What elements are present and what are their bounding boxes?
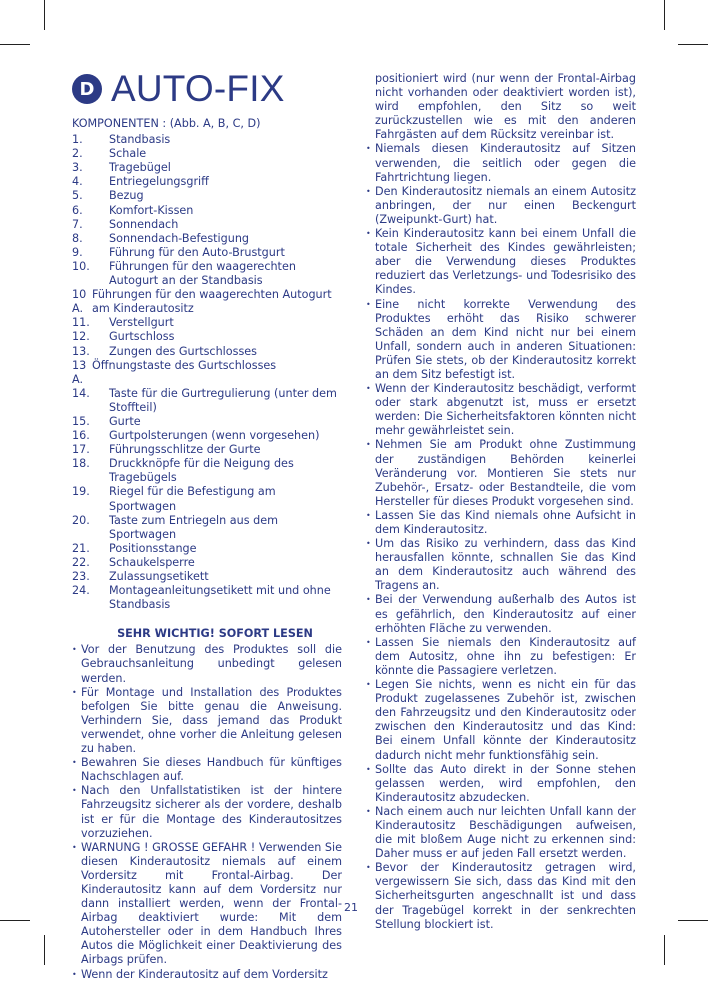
component-label: Verstellgurt — [109, 316, 174, 330]
list-item: • Niemals diesen Kinderautositz auf Sitzen verwenden, die seitlich oder gegen die Fahrtrichtung liegen. — [366, 142, 636, 184]
list-item: • Für Montage und Installation des Produktes befolgen Sie bitte genau die Anweisung. Verhindern Sie, dass jemand das Produkt verwendet, ohne vorher die Anleitung gelesen zu haben. — [72, 686, 342, 756]
warning-list-right — [366, 72, 636, 932]
component-item — [72, 570, 342, 584]
component-item — [72, 542, 342, 556]
component-label: Riegel für die Befestigung am Sportwagen — [109, 485, 276, 513]
component-label: Taste zum Entriegeln aus dem Sportwagen — [109, 513, 278, 541]
component-label: Zungen des Gurtschlosses — [109, 344, 257, 358]
component-label: Druckknöpfe für die Neigung des Tragebügels — [109, 457, 294, 485]
component-item — [72, 133, 342, 147]
component-item — [72, 260, 342, 288]
component-number: 10 A. — [72, 288, 87, 316]
component-item — [72, 556, 342, 570]
crop-mark — [0, 44, 30, 45]
list-item: • Lassen Sie das Kind niemals ohne Aufsicht in dem Kinderautositz. — [366, 509, 636, 537]
component-label: Tragebügel — [109, 161, 171, 175]
right-column — [366, 72, 636, 932]
list-item: • Nach den Unfallstatistiken ist der hintere Fahrzeugsitz sicherer als der vordere, deshalb ist er für die Montage des Kinderautositzes vorzuziehen. — [72, 784, 342, 840]
component-item — [72, 514, 342, 542]
component-number: 13. — [72, 344, 90, 358]
component-item — [72, 485, 342, 513]
component-number: 4. — [72, 175, 83, 189]
component-label: Sonnendach — [109, 217, 179, 231]
list-item: • Vor der Benutzung des Produktes soll die Gebrauchsanleitung unbedingt gelesen werden. — [72, 643, 342, 685]
component-number: 7. — [72, 217, 83, 231]
component-number: 14. — [72, 386, 90, 400]
component-number: 17. — [72, 443, 90, 457]
list-item: • Bei der Verwendung außerhalb des Autos ist es gefährlich, den Kinderautositz auf einer erhöhten Fläche zu verwenden. — [366, 593, 636, 635]
component-number: 15. — [72, 414, 90, 428]
component-number: 8. — [72, 231, 83, 245]
component-label: Führungen für den waagerechten Autogurt am Kinderautositz — [92, 288, 332, 316]
component-label: Sonnendach-Befestigung — [109, 231, 250, 245]
component-item — [72, 189, 342, 203]
component-item — [72, 218, 342, 232]
list-item: • Nehmen Sie am Produkt ohne Zustimmung der zuständigen Behörden keinerlei Veränderung vor. Montieren Sie stets nur Zubehör-, Ersatz- oder Bestandteile, die vom Hersteller für dieses Produkt vorgesehen sind. — [366, 438, 636, 508]
component-number: 21. — [72, 541, 90, 555]
component-number: 20. — [72, 513, 90, 527]
left-column — [72, 117, 342, 982]
list-item-continuation: positioniert wird (nur wenn der Frontal-Airbag nicht vorhanden oder deaktiviert worden ist), wird empfohlen, den Sitz so weit zurückzustellen wie es mit den anderen Fahrgästen auf dem Rücksitz vereinbar ist. — [375, 72, 636, 142]
component-number: 6. — [72, 203, 83, 217]
crop-mark — [0, 920, 30, 921]
component-label: Führungen für den waagerechten Autogurt an der Standbasis — [109, 259, 296, 288]
component-number: 5. — [72, 189, 83, 203]
component-number: 9. — [72, 245, 83, 259]
component-label: Entriegelungsgriff — [109, 175, 209, 189]
component-item — [72, 429, 342, 443]
components-heading: KOMPONENTEN : (Abb. A, B, C, D) — [72, 117, 261, 130]
warning-list-left — [72, 643, 342, 981]
component-label: Gurte — [109, 414, 141, 428]
crop-mark — [44, 935, 45, 965]
component-number: 10. — [72, 259, 90, 273]
component-number: 1. — [72, 133, 83, 147]
component-number: 24. — [72, 584, 90, 598]
crop-mark — [44, 0, 45, 30]
crop-mark — [678, 44, 708, 45]
page-header — [72, 68, 285, 110]
list-item: • WARNUNG ! GROSSE GEFAHR ! Verwenden Sie diesen Kinderautositz niemals auf einem Vordersitz mit Frontal-Airbag. Der Kinderautositz kann auf dem Vordersitz nur dann installiert werden, wenn der Frontal-Airbag deaktiviert wurde: Mit dem Autohersteller oder in dem Handbuch Ihres Autos die Möglichkeit einer Deaktivierung des Airbags prüfen. — [72, 841, 342, 968]
list-item: • Um das Risiko zu verhindern, dass das Kind herausfallen könnte, schnallen Sie das Kind an dem Kinderautositz auch während des Tragens an. — [366, 537, 636, 593]
component-number: 18. — [72, 457, 90, 471]
component-number: 22. — [72, 555, 90, 569]
component-label: Komfort-Kissen — [109, 203, 194, 217]
list-item: • Wenn der Kinderautositz auf dem Vordersitz — [72, 968, 342, 982]
component-label: Öffnungstaste des Gurtschlosses — [92, 358, 277, 372]
component-label: Zulassungsetikett — [109, 570, 209, 583]
component-item — [72, 359, 342, 387]
component-item — [72, 288, 342, 316]
component-item — [72, 204, 342, 218]
component-number: 11. — [72, 316, 90, 330]
component-label: Standbasis — [109, 133, 171, 147]
component-item — [72, 175, 342, 189]
list-item: • Kein Kinderautositz kann bei einem Unfall die totale Sicherheit des Kindes gewährleisten; aber die Verwendung dieses Produktes reduziert das Verletzungs- und Todesrisiko des Kindes. — [366, 227, 636, 297]
component-item — [72, 147, 342, 161]
component-item — [72, 415, 342, 429]
components-list — [72, 133, 342, 612]
list-item: • Legen Sie nichts, wenn es nicht ein für das Produkt zugelassenes Zubehör ist, zwischen den Fahrzeugsitz und den Kinderautositz oder zwischen den Kinderautositz und das Kind: Bei einem Unfall könnte der Kinderautositz dadurch nicht mehr funktionsfähig sein. — [366, 678, 636, 763]
list-item: • Bewahren Sie dieses Handbuch für künftiges Nachschlagen auf. — [72, 756, 342, 784]
component-item — [72, 345, 342, 359]
component-label: Taste für die Gurtregulierung (unter dem Stoffteil) — [109, 386, 337, 414]
page-number: 21 — [344, 901, 358, 914]
component-item — [72, 457, 342, 485]
component-item — [72, 330, 342, 344]
component-number: 12. — [72, 330, 90, 344]
component-item — [72, 584, 342, 612]
component-number: 19. — [72, 485, 90, 499]
component-label: Schale — [109, 147, 147, 161]
language-badge: D — [72, 74, 102, 104]
list-item: • Eine nicht korrekte Verwendung des Produktes erhöht das Risiko schwerer Schäden an dem Kind nicht nur bei einem Unfall, sondern auch in anderen Situationen: Prüfen Sie stets, ob der Kinderautositz korrekt an dem Sitz befestigt ist. — [366, 298, 636, 383]
component-label: Gurtpolsterungen (wenn vorgesehen) — [109, 429, 320, 443]
component-label: Führung für den Auto-Brustgurt — [109, 245, 285, 259]
crop-mark — [678, 920, 708, 921]
list-item: • Lassen Sie niemals den Kinderautositz auf dem Autositz, ohne ihn zu befestigen: Er könnte die Passagiere verletzen. — [366, 636, 636, 678]
list-item: • Bevor der Kinderautositz getragen wird, vergewissern Sie sich, dass das Kind mit den Sicherheitsgurten angeschnallt ist und dass der Tragebügel korrekt in der senkrechten Stellung blockiert ist. — [366, 861, 636, 931]
component-label: Montageanleitungsetikett mit und ohne Standbasis — [109, 584, 331, 612]
page-title: AUTO-FIX — [111, 68, 285, 109]
list-item: • Wenn der Kinderautositz beschädigt, verformt oder stark abgenutzt ist, muss er ersetzt werden: Die Sicherheitsfaktoren könnten nicht mehr gewährleistet sein. — [366, 382, 636, 438]
component-item — [72, 232, 342, 246]
component-item — [72, 443, 342, 457]
crop-mark — [664, 0, 665, 30]
list-item: • Nach einem auch nur leichten Unfall kann der Kinderautositz Beschädigungen aufweisen, die mit bloßem Auge nicht zu erkennen sind: Daher muss er auf jeden Fall ersetzt werden. — [366, 805, 636, 861]
crop-mark — [664, 935, 665, 965]
component-item — [72, 161, 342, 175]
component-number: 16. — [72, 429, 90, 443]
component-number: 3. — [72, 161, 83, 175]
warning-heading: SEHR WICHTIG! SOFORT LESEN — [117, 627, 313, 641]
component-number: 23. — [72, 570, 90, 583]
component-label: Führungsschlitze der Gurte — [109, 443, 261, 457]
component-item — [72, 387, 342, 415]
component-label: Bezug — [109, 189, 144, 203]
component-number: 13 A. — [72, 358, 87, 386]
list-item: • Sollte das Auto direkt in der Sonne stehen gelassen werden, wird empfohlen, den Kinderautositz abzudecken. — [366, 763, 636, 805]
component-number: 2. — [72, 147, 83, 161]
component-label: Positionsstange — [109, 541, 197, 555]
list-item: • Den Kinderautositz niemals an einem Autositz anbringen, der nur einen Beckengurt (Zweipunkt-Gurt) hat. — [366, 185, 636, 227]
component-item — [72, 316, 342, 330]
component-label: Schaukelsperre — [109, 555, 195, 569]
component-label: Gurtschloss — [109, 330, 175, 344]
component-item — [72, 246, 342, 260]
